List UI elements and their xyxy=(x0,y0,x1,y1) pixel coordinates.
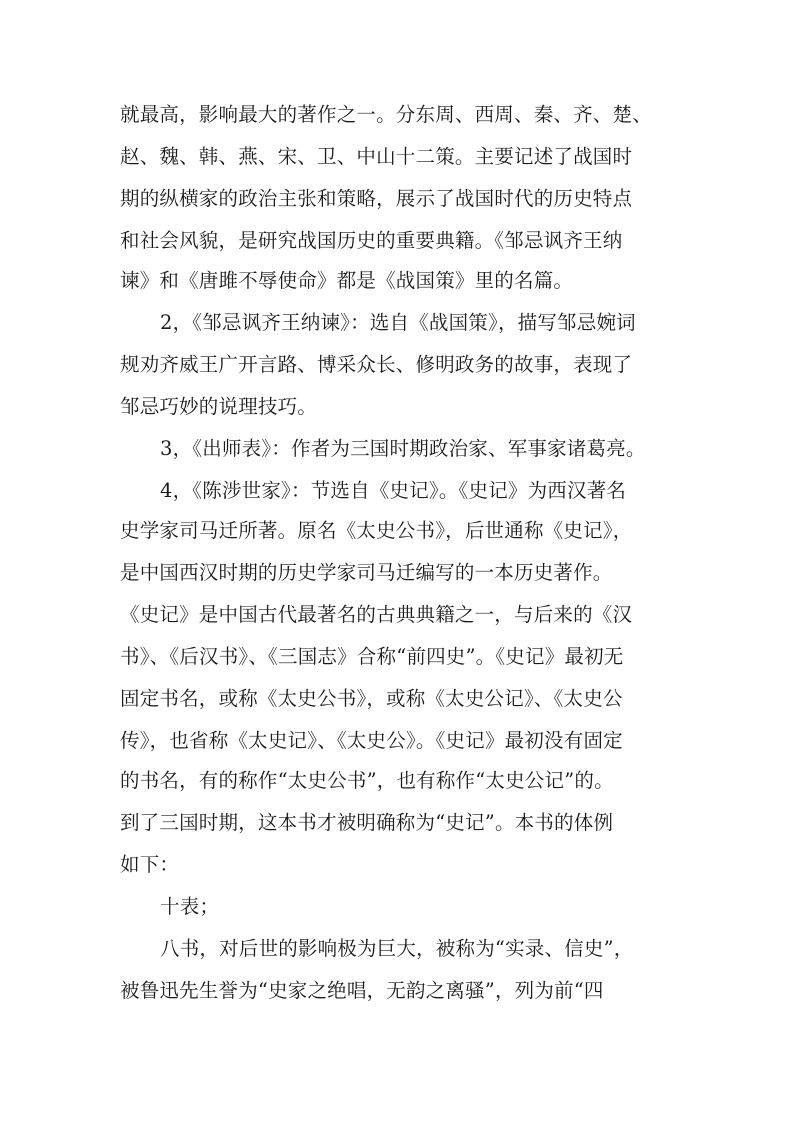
text-line: 和社会风貌，是研究战国历史的重要典籍。《邹忌讽齐王纳 xyxy=(120,229,623,252)
text-line: 传》，也省称《太史记》、《太史公》。《史记》最初没有固定 xyxy=(120,729,623,752)
text-line: 十表； xyxy=(160,895,220,918)
text-line: 固定书名，或称《太史公书》，或称《太史公记》、《太史公 xyxy=(120,687,623,710)
text-line: 书》、《后汉书》、《三国志》合称“前四史”。《史记》最初无 xyxy=(120,645,624,668)
text-line: 到了三国时期，这本书才被明确称为“史记”。本书的体例 xyxy=(120,811,614,834)
text-line: 2，《邹忌讽齐王纳谏》：选自《战国策》，描写邹忌婉词 xyxy=(160,311,636,334)
text-line: 史学家司马迁所著。原名《太史公书》，后世通称《史记》， xyxy=(120,519,633,542)
text-line: 《史记》是中国古代最著名的古典典籍之一，与后来的《汉 xyxy=(120,603,633,626)
text-line: 邹忌巧妙的说理技巧。 xyxy=(120,395,318,418)
text-line: 的书名，有的称作“太史公书”，也有称作“太史公记”的。 xyxy=(120,769,614,792)
text-line: 3，《出师表》：作者为三国时期政治家、军事家诸葛亮。 xyxy=(160,437,646,460)
text-line: 谏》和《唐雎不辱使命》都是《战国策》里的名篇。 xyxy=(120,269,574,292)
text-line: 规劝齐威王广开言路、博采众长、修明政务的故事，表现了 xyxy=(120,353,633,376)
text-line: 八书，对后世的影响极为巨大，被称为“实录、信史”， xyxy=(160,937,634,960)
text-line: 是中国西汉时期的历史学家司马迁编写的一本历史著作。 xyxy=(120,561,613,584)
text-line: 如下： xyxy=(120,853,180,876)
text-line: 赵、魏、韩、燕、宋、卫、中山十二策。主要记述了战国时 xyxy=(120,145,633,168)
text-line: 期的纵横家的政治主张和策略，展示了战国时代的历史特点 xyxy=(120,187,633,210)
text-line: 就最高，影响最大的著作之一。分东周、西周、秦、齐、楚、 xyxy=(120,103,652,126)
text-line: 被鲁迅先生誉为“史家之绝唱，无韵之离骚”，列为前“四 xyxy=(120,979,604,1002)
text-line: 4，《陈涉世家》：节选自《史记》。《史记》为西汉著名 xyxy=(160,479,627,502)
